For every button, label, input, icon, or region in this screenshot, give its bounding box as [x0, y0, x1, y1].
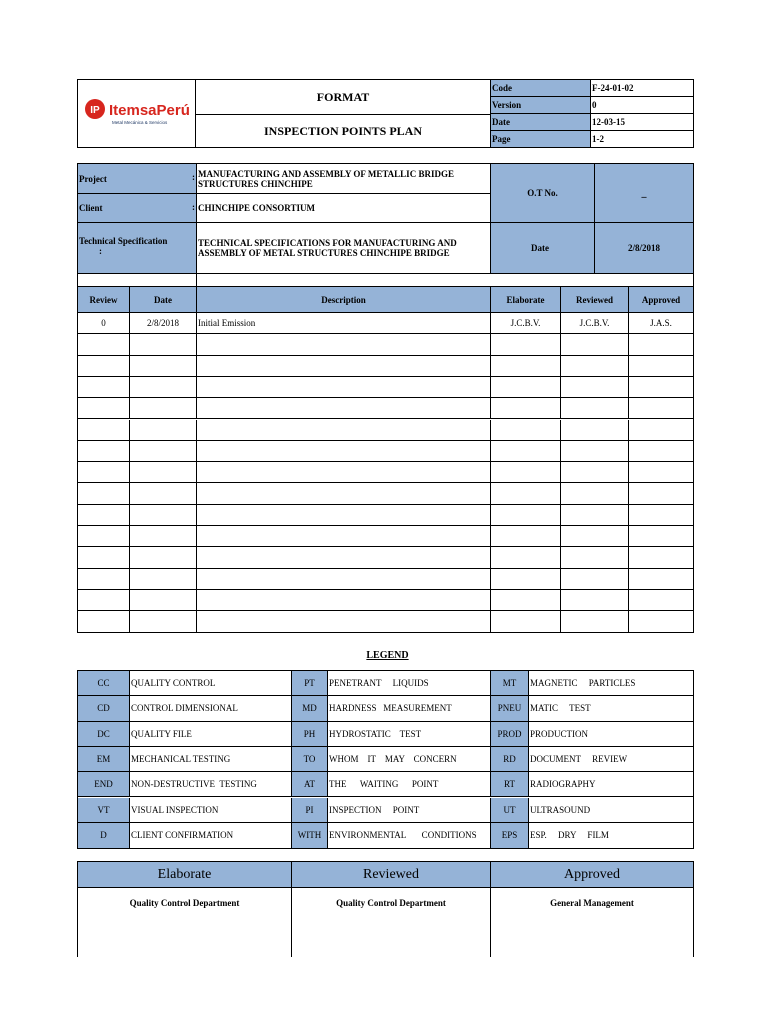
revision-cell-description — [197, 526, 491, 546]
legend-code: EM — [78, 747, 130, 771]
project-label: Project : — [78, 164, 197, 194]
revision-cell-elaborate — [491, 398, 561, 418]
revision-cell-approved — [629, 505, 693, 525]
project-gap-left — [78, 274, 197, 286]
legend-description: PRODUCTION — [530, 728, 589, 739]
legend-code: PH — [292, 722, 328, 746]
revision-cell-elaborate — [491, 590, 561, 610]
revision-cell-description — [197, 334, 491, 354]
table-row — [78, 356, 693, 377]
legend-code: PT — [292, 671, 328, 695]
revision-cell-description — [197, 590, 491, 610]
revision-cell-approved — [629, 398, 693, 418]
revision-cell-description: Initial Emission — [197, 313, 491, 333]
revision-cell-description — [197, 569, 491, 589]
client-value: CHINCHIPE CONSORTIUM — [197, 194, 491, 223]
revision-cell-date — [130, 590, 197, 610]
revision-cell-elaborate — [491, 483, 561, 503]
table-row — [78, 441, 693, 462]
revision-cell-date — [130, 483, 197, 503]
revision-cell-date — [130, 441, 197, 461]
sig-reviewed-dept: Quality Control Department — [292, 888, 491, 957]
legend-description: CLIENT CONFIRMATION — [130, 823, 292, 848]
header-block — [77, 79, 694, 148]
revision-cell-date — [130, 398, 197, 418]
revision-cell-review — [78, 569, 130, 589]
revision-cell-date — [130, 611, 197, 632]
revision-cell-reviewed — [561, 483, 629, 503]
meta-version-label: Version — [491, 97, 591, 114]
revision-cell-review — [78, 611, 130, 632]
table-row — [78, 420, 693, 441]
col-description-header: Description — [197, 287, 491, 312]
ot-value: _ — [595, 164, 693, 223]
revision-cell-review — [78, 483, 130, 503]
revision-cell-approved — [629, 569, 693, 589]
legend-description: RADIOGRAPHY — [530, 779, 596, 790]
revision-cell-review: 0 — [78, 313, 130, 333]
revision-cell-reviewed — [561, 611, 629, 632]
date-label: Date — [491, 223, 595, 274]
legend-row — [78, 747, 693, 772]
legend-description: WHOM IT MAY CONCERN — [328, 747, 491, 771]
revision-cell-date: 2/8/2018 — [130, 313, 197, 333]
revision-cell-reviewed — [561, 590, 629, 610]
revision-cell-approved — [629, 441, 693, 461]
revision-cell-reviewed — [561, 398, 629, 418]
revision-cell-approved — [629, 547, 693, 567]
svg-text:IP: IP — [90, 105, 100, 116]
revision-cell-approved — [629, 483, 693, 503]
revision-cell-reviewed: J.C.B.V. — [561, 313, 629, 333]
revision-cell-description — [197, 398, 491, 418]
revision-cell-review — [78, 356, 130, 376]
revision-cell-review — [78, 462, 130, 482]
svg-text:Metal Mecánica & Servicios: Metal Mecánica & Servicios — [112, 120, 168, 125]
meta-date-value: 12-03-15 — [591, 114, 693, 131]
table-row — [78, 505, 693, 526]
legend-row — [78, 823, 693, 848]
legend-row — [78, 798, 693, 823]
sig-elaborate-dept: Quality Control Department — [78, 888, 292, 957]
col-reviewed-header: Reviewed — [561, 287, 629, 312]
revision-cell-reviewed — [561, 377, 629, 397]
revision-cell-date — [130, 334, 197, 354]
client-label: Client : — [78, 194, 197, 223]
revision-cell-description — [197, 377, 491, 397]
meta-date-label: Date — [491, 114, 591, 131]
table-row — [78, 611, 693, 632]
revision-cell-reviewed — [561, 420, 629, 440]
legend-row — [78, 722, 693, 747]
sig-approved-dept: General Management — [550, 898, 634, 908]
legend-code: EPS — [491, 823, 529, 848]
revision-cell-description — [197, 483, 491, 503]
revision-cell-elaborate — [491, 356, 561, 376]
revision-cell-elaborate: J.C.B.V. — [491, 313, 561, 333]
ot-label: O.T No. — [491, 164, 595, 223]
revision-cell-approved — [629, 462, 693, 482]
format-label: FORMAT — [196, 80, 491, 115]
sig-elaborate-title: Elaborate — [78, 862, 292, 888]
revision-cell-approved — [629, 611, 693, 632]
legend-code: WITH — [292, 823, 328, 848]
legend-description: HYDROSTATIC TEST — [328, 722, 491, 746]
legend-code: PI — [292, 798, 328, 822]
revision-cell-description — [197, 462, 491, 482]
legend-description: MECHANICAL TESTING — [130, 747, 292, 771]
revision-cell-review — [78, 334, 130, 354]
table-row — [78, 334, 693, 355]
legend-description: DOCUMENT REVIEW — [530, 754, 628, 765]
legend-description: MATIC TEST — [530, 703, 591, 714]
revision-cell-reviewed — [561, 547, 629, 567]
revision-cell-review — [78, 505, 130, 525]
spec-value: TECHNICAL SPECIFICATIONS FOR MANUFACTURING AND ASSEMBLY OF METAL STRUCTURES CHINCHIPE BRIDGE — [197, 223, 491, 274]
legend-description: ULTRASOUND — [530, 804, 591, 815]
revisions-table — [77, 287, 694, 633]
sig-reviewed-title: Reviewed — [292, 862, 491, 888]
revision-cell-approved — [629, 377, 693, 397]
revision-cell-elaborate — [491, 334, 561, 354]
svg-text:ItemsaPerú: ItemsaPerú — [109, 102, 190, 119]
legend-description: QUALITY CONTROL — [130, 671, 292, 695]
legend-code: PROD — [491, 722, 529, 746]
revision-cell-review — [78, 398, 130, 418]
revision-cell-date — [130, 462, 197, 482]
legend-description: NON-DESTRUCTIVE TESTING — [130, 772, 292, 796]
meta-code-label: Code — [491, 80, 591, 97]
revision-cell-description — [197, 441, 491, 461]
signature-table — [77, 861, 694, 957]
legend-code: UT — [491, 798, 529, 822]
revision-cell-approved — [629, 526, 693, 546]
revision-cell-reviewed — [561, 441, 629, 461]
revision-cell-reviewed — [561, 505, 629, 525]
legend-description: MAGNETIC PARTICLES — [530, 678, 636, 689]
revision-cell-elaborate — [491, 377, 561, 397]
legend-row — [78, 671, 693, 696]
legend-code: TO — [292, 747, 328, 771]
legend-code: AT — [292, 772, 328, 796]
revision-cell-reviewed — [561, 526, 629, 546]
legend-description: VISUAL INSPECTION — [130, 798, 292, 822]
revision-cell-date — [130, 377, 197, 397]
meta-page-label: Page — [491, 131, 591, 147]
legend-code: CD — [78, 696, 130, 720]
table-row — [78, 398, 693, 419]
legend-description: ENVIRONMENTAL CONDITIONS — [328, 823, 491, 848]
revision-cell-elaborate — [491, 611, 561, 632]
legend-code: D — [78, 823, 130, 848]
revision-cell-review — [78, 547, 130, 567]
table-row — [78, 547, 693, 568]
legend-table — [77, 670, 694, 849]
revisions-header-row — [78, 287, 693, 313]
legend-code: MD — [292, 696, 328, 720]
table-row — [78, 313, 693, 334]
table-row — [78, 377, 693, 398]
revision-cell-date — [130, 526, 197, 546]
meta-code-value: F-24-01-02 — [591, 80, 693, 97]
table-row — [78, 590, 693, 611]
revision-cell-approved — [629, 356, 693, 376]
page-title: INSPECTION POINTS PLAN — [196, 115, 491, 147]
revision-cell-reviewed — [561, 334, 629, 354]
revision-cell-elaborate — [491, 569, 561, 589]
sig-approved-title: Approved — [491, 862, 693, 888]
revision-cell-description — [197, 505, 491, 525]
revision-cell-elaborate — [491, 526, 561, 546]
table-row — [78, 462, 693, 483]
legend-description: HARDNESS MEASUREMENT — [328, 696, 491, 720]
revision-cell-elaborate — [491, 547, 561, 567]
revision-cell-review — [78, 441, 130, 461]
legend-description: INSPECTION POINT — [328, 798, 491, 822]
table-row — [78, 483, 693, 504]
legend-code: END — [78, 772, 130, 796]
legend-row — [78, 772, 693, 797]
revision-cell-review — [78, 420, 130, 440]
col-approved-header: Approved — [641, 294, 681, 305]
revision-cell-review — [78, 377, 130, 397]
project-block — [77, 163, 694, 287]
revision-cell-date — [130, 356, 197, 376]
meta-page-value: 1-2 — [592, 134, 604, 144]
project-value: MANUFACTURING AND ASSEMBLY OF METALLIC BRIDGE STRUCTURES CHINCHIPE — [197, 164, 491, 194]
revision-cell-reviewed — [561, 569, 629, 589]
revision-cell-review — [78, 526, 130, 546]
col-elaborate-header: Elaborate — [491, 287, 561, 312]
revision-cell-date — [130, 505, 197, 525]
revision-cell-approved — [629, 420, 693, 440]
legend-code: MT — [491, 671, 529, 695]
itemsa-logo-icon — [82, 94, 194, 134]
meta-version-value: 0 — [591, 97, 693, 114]
meta-table — [491, 80, 693, 147]
revision-cell-approved — [629, 334, 693, 354]
legend-code: DC — [78, 722, 130, 746]
revision-cell-approved: J.A.S. — [650, 318, 672, 329]
legend-description: ESP. DRY FILM — [530, 830, 609, 841]
col-review-header: Review — [78, 287, 130, 312]
revision-cell-elaborate — [491, 420, 561, 440]
legend-description: CONTROL DIMENSIONAL — [130, 696, 292, 720]
table-row — [78, 526, 693, 547]
legend-title: LEGEND — [366, 649, 409, 661]
legend-code: CC — [78, 671, 130, 695]
revision-cell-date — [130, 547, 197, 567]
revision-cell-reviewed — [561, 356, 629, 376]
revision-cell-description — [197, 356, 491, 376]
legend-code: RT — [491, 772, 529, 796]
revision-cell-description — [197, 547, 491, 567]
legend-row — [78, 696, 693, 721]
revision-cell-date — [130, 569, 197, 589]
revision-cell-approved — [629, 590, 693, 610]
revision-cell-description — [197, 611, 491, 632]
revision-cell-review — [78, 590, 130, 610]
legend-code: VT — [78, 798, 130, 822]
spec-label: Technical Specification : — [78, 223, 197, 274]
revision-cell-reviewed — [561, 462, 629, 482]
date-value: 2/8/2018 — [595, 223, 693, 274]
legend-code: PNEU — [491, 696, 529, 720]
legend-description: PENETRANT LIQUIDS — [328, 671, 491, 695]
logo-cell — [78, 80, 196, 147]
revision-cell-elaborate — [491, 462, 561, 482]
revision-cell-description — [197, 420, 491, 440]
col-date-header: Date — [130, 287, 197, 312]
legend-description: QUALITY FILE — [130, 722, 292, 746]
table-row — [78, 569, 693, 590]
legend-code: RD — [491, 747, 529, 771]
legend-description: THE WAITING POINT — [328, 772, 491, 796]
revision-cell-date — [130, 420, 197, 440]
revision-cell-elaborate — [491, 441, 561, 461]
revision-cell-elaborate — [491, 505, 561, 525]
